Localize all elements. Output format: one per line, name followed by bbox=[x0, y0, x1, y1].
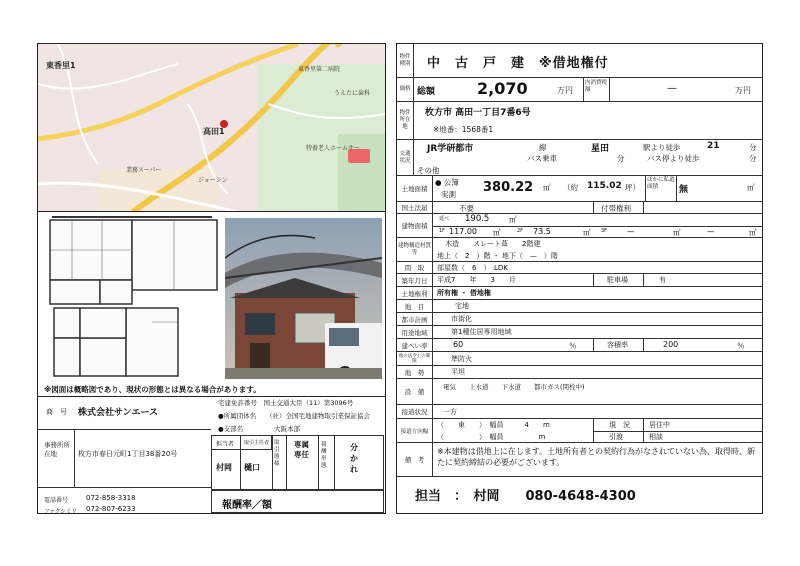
floor-plan-drawing bbox=[42, 216, 222, 381]
bus-min-unit: 分 bbox=[617, 154, 625, 163]
road-direction-label: 接道方向幅 bbox=[397, 419, 433, 442]
license-number: 宅建免許番号 国土交通大臣（11）第3096号 bbox=[218, 399, 354, 407]
row-location bbox=[397, 102, 762, 140]
map-label-takada: 高田1 bbox=[203, 127, 225, 136]
land-right-label: 土地権利 bbox=[397, 287, 433, 299]
price-unit: 万円 bbox=[557, 86, 573, 95]
row-zoning bbox=[397, 326, 762, 339]
property-type: 中 古 戸 建 ※借地権付 bbox=[427, 56, 609, 71]
natl-value: 不要 bbox=[459, 204, 474, 213]
property-photo bbox=[225, 218, 382, 379]
tax-value: — bbox=[667, 83, 677, 94]
broker-info bbox=[38, 396, 385, 513]
office-label: 事務所所在地 bbox=[44, 441, 70, 458]
regulations-label: 他の法令上の制限 bbox=[397, 352, 433, 365]
total-label: 総額 bbox=[417, 87, 436, 97]
map-label-higashikori: 東香里1 bbox=[46, 61, 76, 70]
facilities-label: 設 備 bbox=[397, 379, 433, 404]
layout-label: 間 取 bbox=[397, 262, 433, 273]
land-actual: 実測 bbox=[441, 190, 456, 199]
house-photo bbox=[225, 218, 382, 379]
total-floor-label: 延べ bbox=[439, 216, 450, 222]
row-city-plan bbox=[397, 313, 762, 326]
private-road-sqm: ㎡ bbox=[747, 183, 755, 192]
fax-number: 072-807-6233 bbox=[86, 505, 136, 513]
row-structure bbox=[397, 238, 762, 262]
tsubo-unit: 坪） bbox=[625, 183, 640, 192]
bcr-value: 60 bbox=[453, 340, 464, 349]
road-direction-2: （ ） 幅員 m bbox=[437, 433, 546, 441]
staff-name: 村岡 bbox=[216, 463, 232, 472]
map-label-supermarket: 業務スーパー bbox=[126, 167, 162, 174]
land-label: 土地面積 bbox=[397, 176, 433, 201]
zoning-value: 第1種住居専用地域 bbox=[451, 328, 512, 336]
line-suffix: 線 bbox=[539, 143, 547, 152]
approx-label: （約 bbox=[563, 183, 578, 192]
row-building bbox=[397, 214, 762, 238]
train-line: JR学研都市 bbox=[427, 144, 474, 154]
f2-value: 73.5 bbox=[533, 227, 551, 236]
terrain-value: 平坦 bbox=[451, 368, 465, 376]
commission-value: 分かれ bbox=[350, 443, 358, 474]
station: 星田 bbox=[591, 144, 610, 154]
reward-box bbox=[211, 490, 384, 513]
building-label: 建物面積 bbox=[397, 214, 433, 237]
walk-minutes: 21 bbox=[707, 141, 720, 151]
row-land-use bbox=[397, 300, 762, 313]
row-built bbox=[397, 274, 762, 287]
total-floor-unit: ㎡ bbox=[509, 215, 517, 224]
staff-table bbox=[211, 435, 384, 490]
map-label-nursing-home: 特養老人ホームサー bbox=[306, 145, 360, 152]
road-label: 接道状況 bbox=[397, 405, 433, 418]
private-road-label: ほかに私道面積 bbox=[647, 177, 675, 190]
row-road bbox=[397, 405, 762, 419]
land-use-label: 地 目 bbox=[397, 300, 433, 312]
org-label: ●所属団体名 bbox=[218, 412, 257, 420]
fax-label: ファクシミリ bbox=[44, 509, 77, 515]
land-sqm-unit: ㎡ bbox=[543, 183, 551, 192]
remarks-value: ※本建物は借地上に在します。土地所有者との契約行為がなされていない為、取得時、新たに契約締結の必要がございます。 bbox=[437, 447, 756, 467]
far-value: 200 bbox=[663, 340, 679, 349]
row-type bbox=[397, 44, 762, 78]
row-remarks bbox=[397, 443, 762, 477]
location-label: 物件所在地 bbox=[397, 102, 414, 139]
company-name-label: 商 号 bbox=[46, 408, 67, 416]
org-name: （社）全国宅地建物取引業保証協会 bbox=[266, 412, 370, 420]
row-road-direction bbox=[397, 419, 762, 443]
branch-name: 大阪本部 bbox=[274, 425, 300, 433]
bus-walk-min-unit: 分 bbox=[749, 154, 757, 163]
map-label-joshin: ジョーシン bbox=[198, 177, 228, 184]
terrain-label: 地 勢 bbox=[397, 366, 433, 378]
chief-name: 樋口 bbox=[244, 463, 260, 472]
road-value: 一方 bbox=[443, 408, 457, 416]
type-label: 物件種別 bbox=[397, 44, 414, 77]
price-value: 2,070 bbox=[477, 79, 528, 98]
land-area: 380.22 bbox=[483, 180, 534, 195]
current-value: 居住中 bbox=[649, 421, 670, 429]
f3-unit: ㎡ bbox=[673, 228, 681, 237]
map-label-dental: うえたに歯科 bbox=[334, 90, 371, 97]
row-contact bbox=[397, 477, 762, 513]
regulations-value: 準防火 bbox=[451, 355, 472, 363]
current-label: 現 況 bbox=[609, 421, 630, 429]
f2-unit: ㎡ bbox=[583, 228, 591, 237]
city-plan-value: 市街化 bbox=[451, 315, 472, 323]
bcr-label: 建ぺい率 bbox=[397, 339, 433, 351]
total-floor-value: 190.5 bbox=[465, 214, 490, 224]
row-terrain bbox=[397, 366, 762, 379]
land-right-value: 所有権 ・ 借地権 bbox=[437, 289, 491, 297]
bus-walk-label: バス停より徒歩 bbox=[647, 154, 700, 163]
far-pct: ％ bbox=[737, 341, 745, 350]
staff-label: 担当者 bbox=[216, 441, 235, 448]
handover-label: 引渡 bbox=[609, 433, 623, 441]
private-road-value: 無 bbox=[679, 185, 689, 195]
land-use-value: 宅地 bbox=[455, 302, 469, 310]
price-label: 価格 bbox=[397, 78, 414, 101]
tsubo-value: 115.02 bbox=[587, 181, 622, 191]
bus-label: バス乗車 bbox=[527, 154, 557, 163]
row-price bbox=[397, 78, 762, 102]
built-value: 平成7 年 3 月 bbox=[437, 276, 516, 284]
row-natl bbox=[397, 202, 762, 214]
built-label: 築年月日 bbox=[397, 274, 433, 286]
property-sheet bbox=[396, 43, 763, 514]
tax-unit: 万円 bbox=[735, 86, 751, 95]
plan-disclaimer: ※図面は概略図であり、現状の形態とは異なる場合があります。 bbox=[44, 385, 261, 394]
floors-value: 地上（ 2 ）階 ・ 地下（ — ）階 bbox=[437, 252, 558, 260]
row-facilities bbox=[397, 379, 762, 405]
remarks-label: 備 考 bbox=[397, 443, 433, 476]
f3-label: 3F bbox=[601, 228, 608, 234]
zoning-label: 用途地域 bbox=[397, 326, 433, 338]
rooms-value: 部屋数（ 6 ） LDK bbox=[437, 264, 508, 272]
row-layout bbox=[397, 262, 762, 274]
row-ratios bbox=[397, 339, 762, 352]
far-label: 容積率 bbox=[607, 341, 628, 349]
city-plan-label: 都市計画 bbox=[397, 313, 433, 325]
commission-label: 報酬形態 bbox=[321, 442, 327, 469]
row-regulations bbox=[397, 352, 762, 366]
f1-unit: ㎡ bbox=[493, 228, 501, 237]
facilities-value: 電気 上水道 下水道 都市ガス(閉栓中) bbox=[443, 383, 585, 391]
traffic-label: 交通状況 bbox=[397, 140, 414, 175]
left-panel bbox=[37, 43, 386, 514]
f2-label: 2F bbox=[517, 228, 524, 234]
natl-label: 国土法届 bbox=[397, 202, 433, 213]
reward-label: 報酬率／額 bbox=[222, 500, 272, 511]
f4-unit: ㎡ bbox=[749, 228, 757, 237]
other-label: その他 bbox=[417, 166, 440, 175]
location-map[interactable] bbox=[38, 44, 385, 212]
trade-label: 取引態様 bbox=[274, 440, 280, 467]
chief-label: 取引主任者 bbox=[244, 440, 270, 446]
tax-label: 内消費税額 bbox=[585, 80, 608, 93]
contact-value: 担当 ： 村岡 080-4648-4300 bbox=[415, 489, 636, 504]
parking-label: 駐車場 bbox=[607, 276, 628, 284]
walk-min-unit: 分 bbox=[749, 143, 757, 152]
structure-label: 建物構造材質等 bbox=[397, 238, 433, 261]
structure-value: 木造 スレート葺 2階建 bbox=[445, 240, 541, 248]
f3-value: — bbox=[627, 227, 635, 236]
tel-number: 072-858-3318 bbox=[86, 494, 136, 502]
row-land bbox=[397, 176, 762, 202]
bind-label: 付帯権利 bbox=[601, 204, 631, 213]
exclusive-label: 専属専任 bbox=[294, 440, 309, 459]
map-label-hospital: 東香里第二病院 bbox=[298, 66, 341, 73]
bcr-pct: ％ bbox=[569, 341, 577, 350]
land-public: ● 公簿 bbox=[435, 178, 459, 187]
branch-label: ●支部名 bbox=[218, 425, 244, 433]
road-direction-1: （ 東 ） 幅員 4 m bbox=[437, 421, 550, 429]
office-address: 枚方市春日元町1丁目38番20号 bbox=[78, 450, 178, 458]
company-name: 株式会社サンエース bbox=[78, 408, 159, 418]
f1-label: 1F bbox=[439, 228, 446, 234]
parking-value: 有 bbox=[659, 276, 666, 284]
f1-value: 117.00 bbox=[449, 227, 477, 236]
walk-label: 駅より徒歩 bbox=[643, 143, 681, 152]
f4-value: — bbox=[707, 227, 715, 236]
address: 枚方市 高田一丁目7番6号 bbox=[425, 108, 531, 118]
tel-label: 電話番号 bbox=[44, 497, 69, 504]
handover-value: 相談 bbox=[649, 433, 663, 441]
row-land-right bbox=[397, 287, 762, 300]
lot-number: ※地番：1568番1 bbox=[433, 125, 494, 134]
row-traffic bbox=[397, 140, 762, 176]
